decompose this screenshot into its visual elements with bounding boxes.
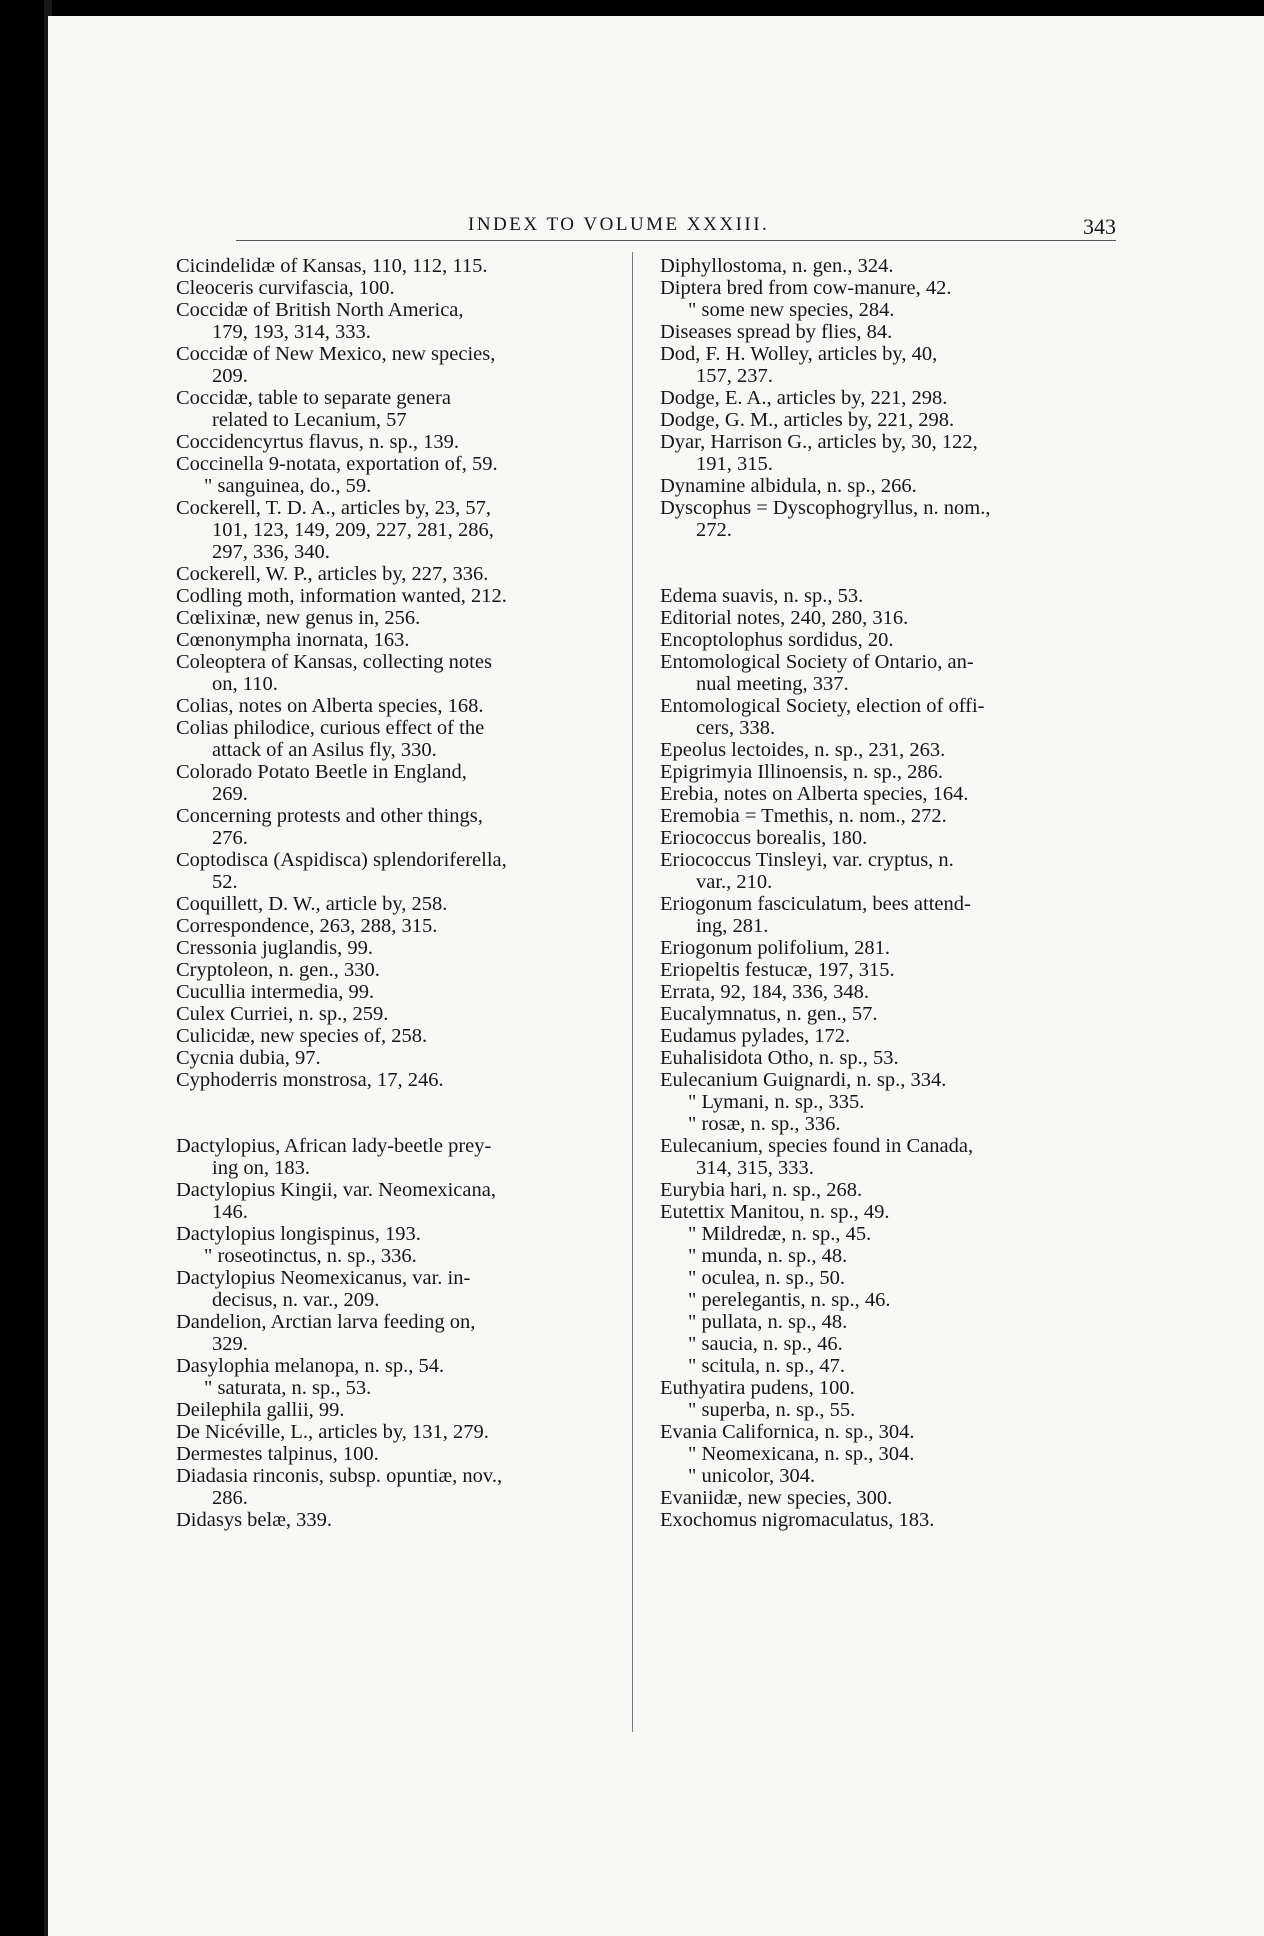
index-entry: Cleoceris curvifascia, 100. xyxy=(176,277,395,299)
index-entry: Dyar, Harrison G., articles by, 30, 122, xyxy=(660,431,978,453)
index-entry-continuation: 269. xyxy=(212,783,248,805)
index-entry: Eriogonum polifolium, 281. xyxy=(660,937,891,959)
index-entry: Diadasia rinconis, subsp. opuntiæ, nov., xyxy=(176,1465,503,1487)
index-entry: Euthyatira pudens, 100. xyxy=(660,1377,855,1399)
index-entry: Colias philodice, curious effect of the xyxy=(176,717,485,739)
index-subentry: " pullata, n. sp., 48. xyxy=(688,1311,848,1333)
index-entry-continuation: 191, 315. xyxy=(696,453,773,475)
header-rule xyxy=(236,240,1116,241)
index-entry: Dod, F. H. Wolley, articles by, 40, xyxy=(660,343,938,365)
index-entry: Exochomus nigromaculatus, 183. xyxy=(660,1509,935,1531)
page-number: 343 xyxy=(1083,214,1116,239)
index-entry-continuation: var., 210. xyxy=(696,871,773,893)
index-entry-continuation: 179, 193, 314, 333. xyxy=(212,321,371,343)
index-entry: Evaniidæ, new species, 300. xyxy=(660,1487,893,1509)
index-subentry: " Mildredæ, n. sp., 45. xyxy=(688,1223,872,1245)
index-subentry: " perelegantis, n. sp., 46. xyxy=(688,1289,891,1311)
index-entry: Colias, notes on Alberta species, 168. xyxy=(176,695,484,717)
index-entry: Dasylophia melanopa, n. sp., 54. xyxy=(176,1355,445,1377)
index-entry: Didasys belæ, 339. xyxy=(176,1509,333,1531)
index-entry: Eulecanium Guignardi, n. sp., 334. xyxy=(660,1069,947,1091)
index-entry: Dodge, G. M., articles by, 221, 298. xyxy=(660,409,955,431)
index-entry: Coccinella 9-notata, exportation of, 59. xyxy=(176,453,498,475)
index-entry: De Nicéville, L., articles by, 131, 279. xyxy=(176,1421,489,1443)
running-title: INDEX TO VOLUME XXXIII. xyxy=(468,214,770,235)
section-gap xyxy=(176,1091,626,1135)
index-entry-continuation: on, 110. xyxy=(212,673,278,695)
index-entry: Coptodisca (Aspidisca) splendoriferella, xyxy=(176,849,507,871)
index-entry: Eriopeltis festucæ, 197, 315. xyxy=(660,959,895,981)
section-gap xyxy=(660,541,1115,585)
index-subentry: " superba, n. sp., 55. xyxy=(688,1399,856,1421)
index-entry: Cryptoleon, n. gen., 330. xyxy=(176,959,380,981)
index-entry: Eulecanium, species found in Canada, xyxy=(660,1135,974,1157)
index-entry: Codling moth, information wanted, 212. xyxy=(176,585,507,607)
index-entry-continuation: 101, 123, 149, 209, 227, 281, 286, xyxy=(212,519,494,541)
index-entry: Evania Californica, n. sp., 304. xyxy=(660,1421,915,1443)
index-entry: Diphyllostoma, n. gen., 324. xyxy=(660,255,894,277)
index-entry: Cycnia dubia, 97. xyxy=(176,1047,321,1069)
index-subentry: " roseotinctus, n. sp., 336. xyxy=(204,1245,417,1267)
index-entry: Editorial notes, 240, 280, 316. xyxy=(660,607,909,629)
column-divider xyxy=(632,252,633,1732)
index-entry: Eriococcus Tinsleyi, var. cryptus, n. xyxy=(660,849,954,871)
index-entry: Eurybia hari, n. sp., 268. xyxy=(660,1179,863,1201)
index-entry-continuation: 329. xyxy=(212,1333,248,1355)
index-entry: Coccidæ of British North America, xyxy=(176,299,464,321)
index-entry-continuation: 314, 315, 333. xyxy=(696,1157,814,1179)
index-subentry: " saturata, n. sp., 53. xyxy=(204,1377,372,1399)
index-entry-continuation: nual meeting, 337. xyxy=(696,673,849,695)
index-entry: Concerning protests and other things, xyxy=(176,805,483,827)
index-subentry: " saucia, n. sp., 46. xyxy=(688,1333,843,1355)
index-entry: Eriogonum fasciculatum, bees attend- xyxy=(660,893,971,915)
index-entry: Cœlixinæ, new genus in, 256. xyxy=(176,607,421,629)
index-entry: Cockerell, T. D. A., articles by, 23, 57, xyxy=(176,497,492,519)
index-entry: Coccidæ, table to separate genera xyxy=(176,387,451,409)
index-entry: Culicidæ, new species of, 258. xyxy=(176,1025,428,1047)
page-header xyxy=(236,214,1116,240)
index-entry-continuation: decisus, n. var., 209. xyxy=(212,1289,380,1311)
index-entry-continuation: ing, 281. xyxy=(696,915,769,937)
index-entry: Culex Curriei, n. sp., 259. xyxy=(176,1003,389,1025)
index-entry: Entomological Society, election of offi- xyxy=(660,695,985,717)
index-entry: Dactylopius Neomexicanus, var. in- xyxy=(176,1267,471,1289)
index-entry: Epeolus lectoides, n. sp., 231, 263. xyxy=(660,739,946,761)
index-entry: Dermestes talpinus, 100. xyxy=(176,1443,379,1465)
index-entry: Entomological Society of Ontario, an- xyxy=(660,651,974,673)
index-entry-continuation: 272. xyxy=(696,519,732,541)
index-entry: Coleoptera of Kansas, collecting notes xyxy=(176,651,492,673)
index-subentry: " oculea, n. sp., 50. xyxy=(688,1267,845,1289)
index-entry-continuation: 157, 237. xyxy=(696,365,773,387)
index-entry: Epigrimyia Illinoensis, n. sp., 286. xyxy=(660,761,943,783)
index-entry: Colorado Potato Beetle in England, xyxy=(176,761,467,783)
index-entry: Cressonia juglandis, 99. xyxy=(176,937,374,959)
index-entry: Deilephila gallii, 99. xyxy=(176,1399,345,1421)
index-subentry: " some new species, 284. xyxy=(688,299,895,321)
index-entry: Dandelion, Arctian larva feeding on, xyxy=(176,1311,476,1333)
index-entry-continuation: attack of an Asilus fly, 330. xyxy=(212,739,437,761)
index-entry: Cyphoderris monstrosa, 17, 246. xyxy=(176,1069,444,1091)
index-entry-continuation: 286. xyxy=(212,1487,248,1509)
index-entry: Cucullia intermedia, 99. xyxy=(176,981,375,1003)
index-subentry: " scitula, n. sp., 47. xyxy=(688,1355,845,1377)
index-entry: Eremobia = Tmethis, n. nom., 272. xyxy=(660,805,947,827)
index-entry: Cockerell, W. P., articles by, 227, 336. xyxy=(176,563,489,585)
index-subentry: " sanguinea, do., 59. xyxy=(204,475,372,497)
index-entry: Encoptolophus sordidus, 20. xyxy=(660,629,894,651)
index-entry-continuation: 146. xyxy=(212,1201,248,1223)
index-subentry: " Neomexicana, n. sp., 304. xyxy=(688,1443,915,1465)
index-entry: Euhalisidota Otho, n. sp., 53. xyxy=(660,1047,899,1069)
index-entry-continuation: 276. xyxy=(212,827,248,849)
index-entry: Correspondence, 263, 288, 315. xyxy=(176,915,438,937)
index-entry-continuation: ing on, 183. xyxy=(212,1157,310,1179)
index-entry: Errata, 92, 184, 336, 348. xyxy=(660,981,869,1003)
index-entry: Eutettix Manitou, n. sp., 49. xyxy=(660,1201,890,1223)
index-entry: Cicindelidæ of Kansas, 110, 112, 115. xyxy=(176,255,488,277)
index-entry: Diseases spread by flies, 84. xyxy=(660,321,893,343)
index-entry: Cœnonympha inornata, 163. xyxy=(176,629,410,651)
index-entry: Eudamus pylades, 172. xyxy=(660,1025,851,1047)
index-entry-continuation: related to Lecanium, 57 xyxy=(212,409,407,431)
index-entry: Dodge, E. A., articles by, 221, 298. xyxy=(660,387,948,409)
index-entry: Coccidencyrtus flavus, n. sp., 139. xyxy=(176,431,459,453)
index-entry-continuation: 209. xyxy=(212,365,248,387)
index-column-left xyxy=(176,255,626,1531)
index-entry: Dactylopius Kingii, var. Neomexicana, xyxy=(176,1179,496,1201)
index-subentry: " unicolor, 304. xyxy=(688,1465,816,1487)
index-entry: Edema suavis, n. sp., 53. xyxy=(660,585,864,607)
index-column-right xyxy=(660,255,1115,1531)
index-entry-continuation: 297, 336, 340. xyxy=(212,541,330,563)
index-entry-continuation: cers, 338. xyxy=(696,717,776,739)
index-entry: Dactylopius longispinus, 193. xyxy=(176,1223,421,1245)
index-subentry: " munda, n. sp., 48. xyxy=(688,1245,848,1267)
index-entry-continuation: 52. xyxy=(212,871,238,893)
index-subentry: " Lymani, n. sp., 335. xyxy=(688,1091,865,1113)
index-entry: Dactylopius, African lady-beetle prey- xyxy=(176,1135,492,1157)
index-entry: Coquillett, D. W., article by, 258. xyxy=(176,893,448,915)
index-entry: Dynamine albidula, n. sp., 266. xyxy=(660,475,917,497)
index-entry: Coccidæ of New Mexico, new species, xyxy=(176,343,496,365)
index-entry: Erebia, notes on Alberta species, 164. xyxy=(660,783,969,805)
index-entry: Dyscophus = Dyscophogryllus, n. nom., xyxy=(660,497,991,519)
index-entry: Eucalymnatus, n. gen., 57. xyxy=(660,1003,878,1025)
index-entry: Eriococcus borealis, 180. xyxy=(660,827,868,849)
index-subentry: " rosæ, n. sp., 336. xyxy=(688,1113,841,1135)
index-entry: Diptera bred from cow-manure, 42. xyxy=(660,277,952,299)
